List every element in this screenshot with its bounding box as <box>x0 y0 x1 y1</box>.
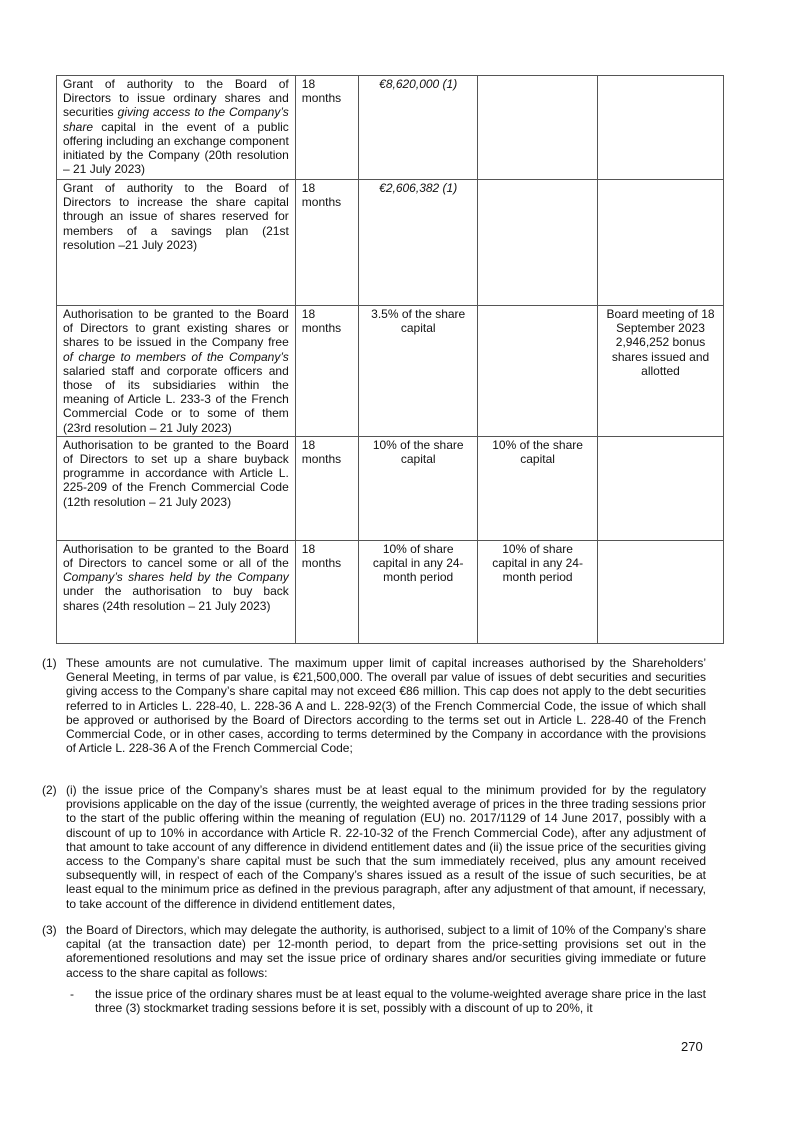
resolution-description: Authorisation to be granted to the Board of Directors to cancel some or all of the Company’s shares held by the Company under the authorisation to buy back shares (24th resolution – 21 July 2023) <box>57 540 296 643</box>
bullet-text: the issue price of the ordinary shares must be at least equal to the volume-weighted average share price in the last three (3) stockmarket trading sessions before it is set, possibly with a discount of up to 20%, it <box>95 987 706 1016</box>
used-ceiling-cell <box>478 306 598 437</box>
usage-cell: Board meeting of 18 September 2023 2,946,252 bonus shares issued and allotted <box>598 306 724 437</box>
table-row <box>57 540 724 643</box>
used-ceiling-cell: 10% of share capital in any 24-month period <box>478 540 598 643</box>
table-row <box>57 306 724 437</box>
bullet-item <box>70 987 706 1015</box>
used-ceiling-cell: 10% of the share capital <box>478 436 598 540</box>
resolution-description: Grant of authority to the Board of Directors to issue ordinary shares and securities giving access to the Company’s share capital in the event of a public offering including an exchange component initiated by the Company (20th resolution – 21 July 2023) <box>57 76 296 180</box>
bullet-dash: - <box>70 987 74 1001</box>
resolution-description: Authorisation to be granted to the Board of Directors to grant existing shares or shares to be issued in the Company free of charge to members of the Company’s salaried staff and corporate officers and those of its subsidiaries within the meaning of Article L. 233-3 of the French Commercial Code or to some of them (23rd resolution – 21 July 2023) <box>57 306 296 437</box>
footnote-text: These amounts are not cumulative. The maximum upper limit of capital increases authorised by the Shareholders’ General Meeting, in terms of par value, is €21,500,000. The overall par value of issues of debt securities and securities giving access to the Company’s share capital may not exceed €86 million. This cap does not apply to the debt securities referred to in Articles L. 228-40, L. 228-36 A and L. 228-92(3) of the French Commercial Code, the issue of which shall be approved or authorised by the Board of Directors according to the terms set out in Article L. 228-40 of the French Commercial Code, or in other cases, according to terms determined by the Company in accordance with the provisions of Article L. 228-36 A of the French Commercial Code; <box>66 656 706 756</box>
ceiling-cell: €8,620,000 (1) <box>359 76 478 180</box>
footnote-3 <box>42 923 706 980</box>
used-ceiling-cell <box>478 180 598 306</box>
footnote-number: (2) <box>42 783 57 797</box>
footnote-text: (i) the issue price of the Company’s shares must be at least equal to the minimum provided for by the regulatory provisions applicable on the day of the issue (currently, the weighted average of prices in the three trading sessions prior to the start of the public offering within the meaning of regulation (EU) no. 2017/1129 of 14 June 2017, possibly with a discount of up to 10% in accordance with Article R. 22-10-32 of the French Commercial Code), after any adjustment of that amount to take account of any difference in dividend entitlement dates and (ii) the issue price of the securities giving access to the Company’s share capital must be such that the sum immediately received, plus any amount received subsequently will, in respect of each of the Company’s shares issued as a result of the issue of such securities, be at least equal to the minimum price as defined in the previous paragraph, after any adjustment of that amount, if necessary, to take account of the difference in dividend entitlement dates, <box>66 783 706 911</box>
ceiling-cell: 10% of the share capital <box>359 436 478 540</box>
table-row <box>57 180 724 306</box>
duration-cell: 18 months <box>295 76 358 180</box>
footnote-1 <box>42 656 706 755</box>
footnote-2 <box>42 783 706 911</box>
ceiling-cell: €2,606,382 (1) <box>359 180 478 306</box>
used-ceiling-cell <box>478 76 598 180</box>
duration-cell: 18 months <box>295 306 358 437</box>
duration-cell: 18 months <box>295 540 358 643</box>
duration-cell: 18 months <box>295 436 358 540</box>
ceiling-cell: 10% of share capital in any 24-month period <box>359 540 478 643</box>
usage-cell <box>598 540 724 643</box>
usage-cell <box>598 180 724 306</box>
footnote-number: (3) <box>42 923 57 937</box>
ceiling-cell: 3.5% of the share capital <box>359 306 478 437</box>
usage-cell <box>598 76 724 180</box>
table-row <box>57 76 724 180</box>
page-number: 270 <box>681 1039 703 1054</box>
table-row <box>57 436 724 540</box>
footnote-text: the Board of Directors, which may delegate the authority, is authorised, subject to a limit of 10% of the Company’s share capital (at the transaction date) per 12-month period, to depart from the price-setting provisions set out in the aforementioned resolutions and may set the issue price of ordinary shares and/or securities giving immediate or future access to the share capital as follows: <box>66 923 706 980</box>
resolution-description: Authorisation to be granted to the Board of Directors to set up a share buyback programme in accordance with Article L. 225-209 of the French Commercial Code (12th resolution – 21 July 2023) <box>57 436 296 540</box>
authorisations-table <box>56 75 724 644</box>
usage-cell <box>598 436 724 540</box>
footnote-number: (1) <box>42 656 57 670</box>
duration-cell: 18 months <box>295 180 358 306</box>
resolution-description: Grant of authority to the Board of Directors to increase the share capital through an issue of shares reserved for members of a savings plan (21st resolution –21 July 2023) <box>57 180 296 306</box>
